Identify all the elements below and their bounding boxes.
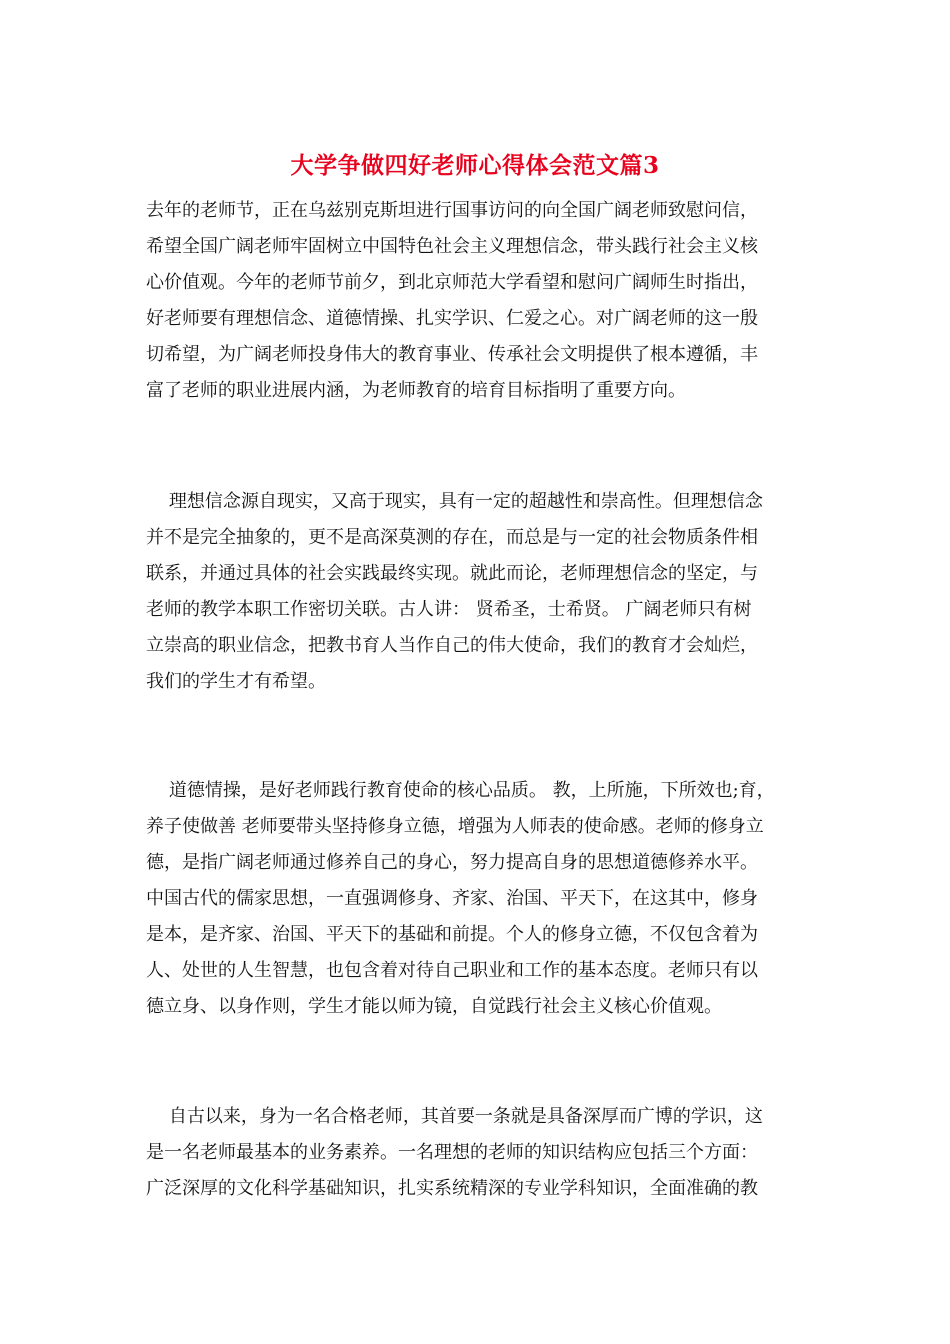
text-line: 养子使做善 老师要带头坚持修身立德，增强为人师表的使命感。老师的修身立 [146, 816, 764, 837]
text-line: 老师的教学本职工作密切关联。古人讲： 贤希圣，士希贤。 广阔老师只有树 [146, 599, 752, 620]
document-title: 大学争做四好老师心得体会范文篇3 [290, 152, 660, 179]
text-line: 好老师要有理想信念、道德情操、扎实学识、仁爱之心。对广阔老师的这一殷 [146, 308, 758, 329]
text-line: 联系，并通过具体的社会实践最终实现。就此而论，老师理想信念的坚定，与 [146, 563, 758, 584]
text-line: 中国古代的儒家思想，一直强调修身、齐家、治国、平天下，在这其中，修身 [146, 888, 758, 909]
text-line: 切希望，为广阔老师投身伟大的教育事业、传承社会文明提供了根本遵循，丰 [146, 344, 758, 365]
text-line: 是本，是齐家、治国、平天下的基础和前提。个人的修身立德，不仅包含着为 [146, 924, 758, 945]
paragraph-4 [146, 1099, 826, 1207]
text-line: 立崇高的职业信念，把教书育人当作自己的伟大使命，我们的教育才会灿烂， [146, 635, 758, 656]
text-line: 希望全国广阔老师牢固树立中国特色社会主义理想信念，带头践行社会主义核 [146, 236, 758, 257]
paragraph-2 [146, 484, 826, 700]
text-line: 自古以来，身为一名合格老师，其首要一条就是具备深厚而广博的学识，这 [146, 1106, 763, 1127]
paragraph-3 [146, 773, 826, 1025]
text-line: 是一名老师最基本的业务素养。一名理想的老师的知识结构应包括三个方面： [146, 1142, 758, 1163]
paragraph-1 [146, 193, 826, 409]
text-line: 道德情操，是好老师践行教育使命的核心品质。 教，上所施，下所效也;育， [146, 780, 775, 801]
text-line: 德立身、以身作则，学生才能以师为镜，自觉践行社会主义核心价值观。 [146, 996, 722, 1017]
text-line: 人、处世的人生智慧，也包含着对待自己职业和工作的基本态度。老师只有以 [146, 960, 758, 981]
text-line: 德，是指广阔老师通过修养自己的身心，努力提高自身的思想道德修养水平。 [146, 852, 758, 873]
text-line: 去年的老师节，正在乌兹别克斯坦进行国事访问的向全国广阔老师致慰问信， [146, 200, 758, 221]
text-line: 我们的学生才有希望。 [146, 671, 326, 692]
text-line: 广泛深厚的文化科学基础知识，扎实系统精深的专业学科知识，全面准确的教 [146, 1178, 758, 1199]
text-line: 理想信念源自现实，又高于现实，具有一定的超越性和崇高性。但理想信念 [146, 491, 763, 512]
text-line: 富了老师的职业进展内涵，为老师教育的培育目标指明了重要方向。 [146, 380, 686, 401]
text-line: 并不是完全抽象的，更不是高深莫测的存在，而总是与一定的社会物质条件相 [146, 527, 758, 548]
text-line: 心价值观。今年的老师节前夕，到北京师范大学看望和慰问广阔师生时指出， [146, 272, 758, 293]
